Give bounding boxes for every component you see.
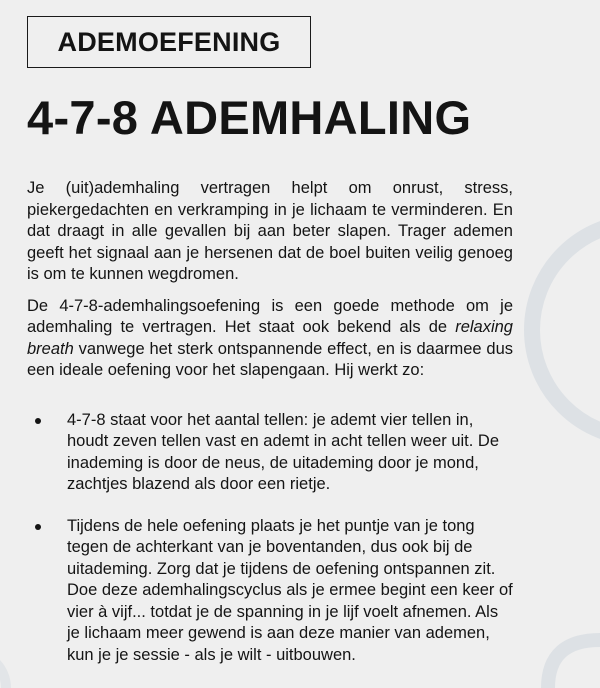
method-paragraph xyxy=(27,296,513,382)
list-item xyxy=(27,516,513,667)
bullet-dot-icon xyxy=(35,418,41,424)
intro-paragraph: Je (uit)ademhaling vertragen helpt om onrust, stress, piekergedachten en verkramping in je lichaam te verminderen. En dat draagt in alle gevallen bij aan beter slapen. Trager ademen geeft het signaal aan je hersenen dat de boel buiten veilig genoeg is om te kunnen wegdromen. xyxy=(27,179,513,283)
article-body xyxy=(27,178,513,686)
method-text-end: vanwege het sterk ontspannende effect, en is daarmee dus een ideale oefening voor het slapengaan. Hij werkt zo: xyxy=(27,339,513,379)
category-tag-label: ADEMOEFENING xyxy=(57,26,281,57)
list-item-text: 4-7-8 staat voor het aantal tellen: je ademt vier tellen in, houdt zeven tellen vast en ademt in acht tellen weer uit. De inademing is door de neus, de uitademing door je mond, zachtjes blazend als door een rietje. xyxy=(67,410,500,493)
method-emphasis: relaxing breath xyxy=(27,318,513,358)
list-item xyxy=(27,410,513,496)
method-text-start: De 4-7-8-ademhalingsoefening is een goede methode om je ademhaling te vertragen. Het staat ook bekend als de xyxy=(27,296,513,336)
instruction-list xyxy=(27,410,513,667)
list-item-text: Tijdens de hele oefening plaats je het puntje van je tong tegen de achterkant van je boventanden, dus ook bij de uitademing. Zorg dat je tijdens de oefening ontspannen zit. Doe deze ademhalingscyclus als je ermee begint een keer of vier à vijf... totdat je de spanning in je lijf voelt afnemen. Als je lichaam meer gewend is aan deze manier van ademen, kun je je sessie - als je wilt - uitbouwen. xyxy=(67,516,513,664)
page-title: 4-7-8 ADEMHALING xyxy=(27,91,472,144)
bullet-dot-icon xyxy=(35,524,41,530)
category-tag xyxy=(27,16,311,68)
